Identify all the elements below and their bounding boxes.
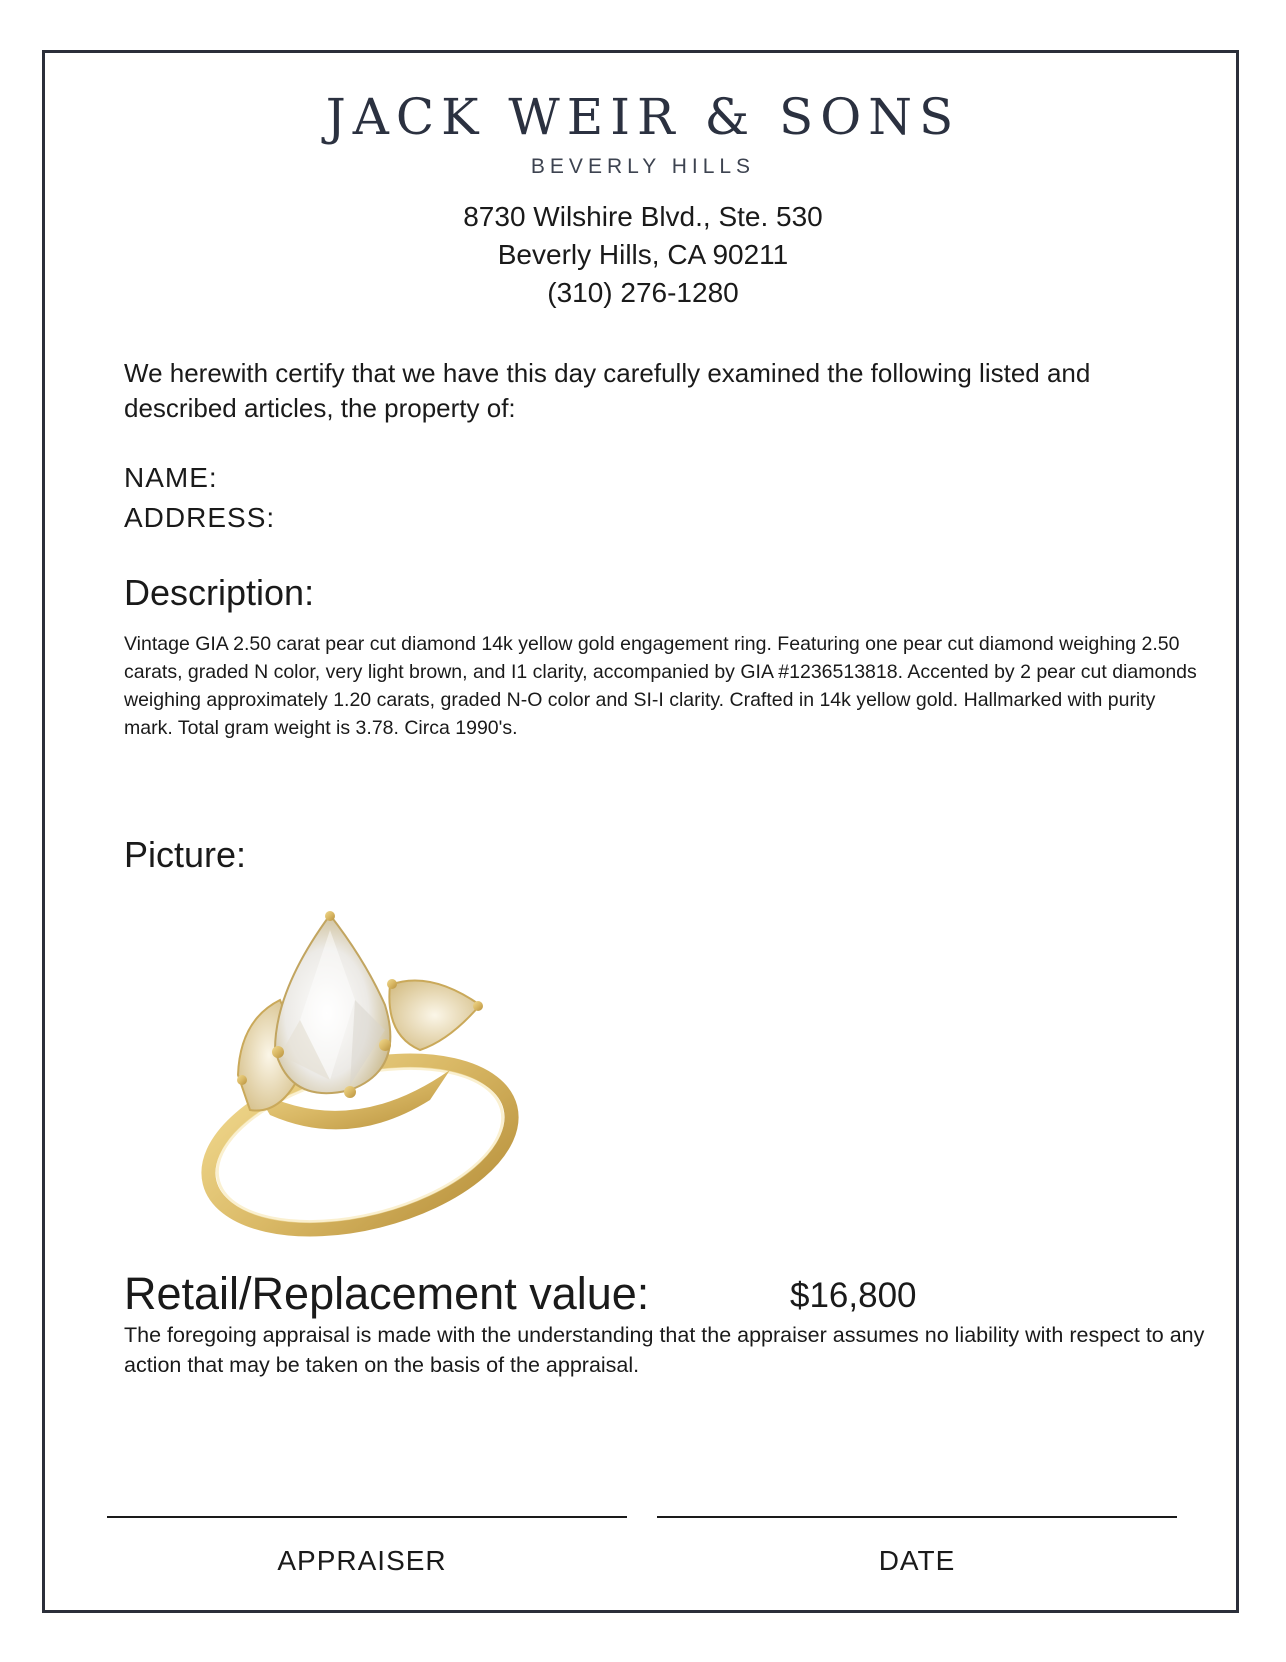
address-city: Beverly Hills, CA 90211 xyxy=(497,239,789,270)
address-label: ADDRESS: xyxy=(124,502,276,533)
brand-name: JACK WEIR & SONS xyxy=(325,88,961,146)
ring-picture xyxy=(180,910,530,1240)
address-phone: (310) 276-1280 xyxy=(547,277,739,308)
retail-value-label: Retail/Replacement value: xyxy=(124,1268,650,1319)
appraisal-disclaimer: The foregoing appraisal is made with the understanding that the appraiser assumes no liability with respect to any action that may be taken on the basis of the appraisal. xyxy=(124,1323,1205,1377)
date-signature-line xyxy=(657,1516,1177,1518)
address-block xyxy=(0,198,1286,312)
brand-location: BEVERLY HILLS xyxy=(530,155,756,178)
date-label: DATE xyxy=(878,1545,956,1576)
picture-heading: Picture: xyxy=(124,834,247,875)
appraiser-signature-line xyxy=(107,1516,627,1518)
retail-value-amount: $16,800 xyxy=(790,1276,917,1315)
appraiser-label: APPRAISER xyxy=(277,1545,447,1576)
address-street: 8730 Wilshire Blvd., Ste. 530 xyxy=(463,201,823,232)
certification-statement: We herewith certify that we have this day carefully examined the following listed and described articles, the property of: xyxy=(124,358,1091,423)
pear-diamond-ring-image xyxy=(180,910,530,1240)
name-label: NAME: xyxy=(124,462,218,493)
description-text: Vintage GIA 2.50 carat pear cut diamond 14k yellow gold engagement ring. Featuring one pear cut diamond weighing 2.50 carats, graded N color, very light brown, and I1 clarity, accompanied by GIA #1236513818. Accented by 2 pear cut diamonds weighing approximately 1.20 carats, graded N-O color and SI-I clarity. Crafted in 14k yellow gold. Hallmarked with purity mark. Total gram weight is 3.78. Circa 1990's. xyxy=(124,633,1197,739)
description-heading: Description: xyxy=(124,572,315,613)
